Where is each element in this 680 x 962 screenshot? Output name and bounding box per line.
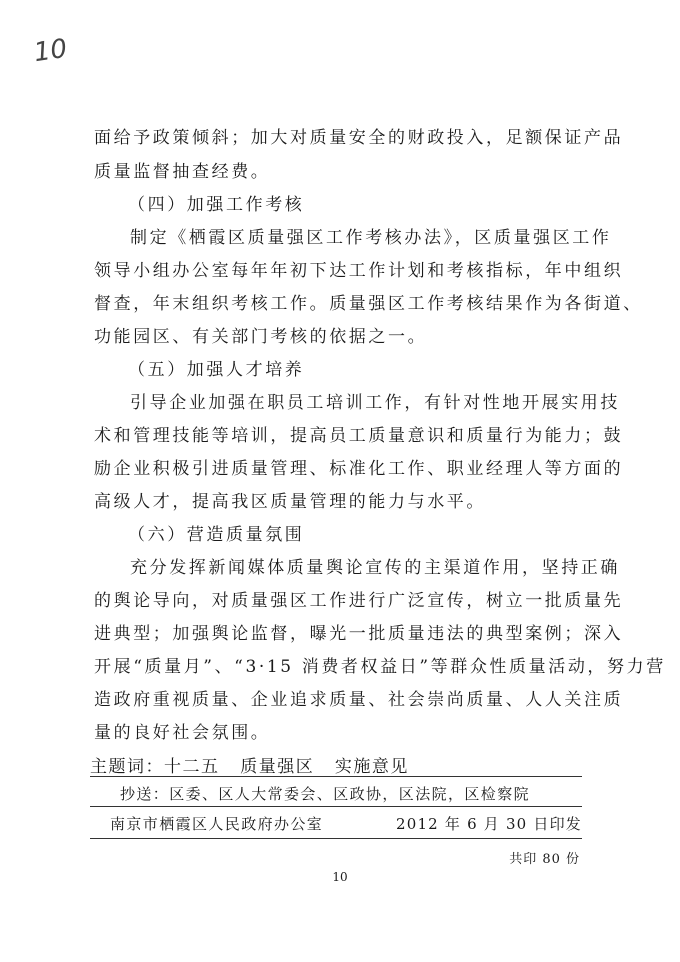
section-heading-5: （五）加强人才培养 — [128, 360, 305, 380]
body-line: 量的良好社会氛围。 — [94, 723, 271, 743]
issue-date: 2012 年 6 月 30 日印发 — [395, 815, 582, 833]
body-line: 领导小组办公室每年年初下达工作计划和考核指标，年中组织 — [94, 261, 624, 281]
section-heading-6: （六）营造质量氛围 — [128, 525, 305, 545]
body-line: 引导企业加强在职员工培训工作，有针对性地开展实用技 — [130, 393, 620, 413]
body-line: 术和管理技能等培训，提高员工质量意识和质量行为能力；鼓 — [94, 426, 624, 446]
body-line: 功能园区、有关部门考核的依据之一。 — [94, 327, 428, 347]
section-heading-4: （四）加强工作考核 — [128, 195, 305, 215]
cc-recipients: 抄送：区委、区人大常委会、区政协，区法院，区检察院 — [120, 785, 531, 803]
page-number: 10 — [332, 870, 348, 884]
body-line: 制定《栖霞区质量强区工作考核办法》，区质量强区工作 — [130, 228, 612, 248]
footer-rule-bottom — [90, 838, 582, 839]
body-line: 面给予政策倾斜；加大对质量安全的财政投入，足额保证产品 — [94, 128, 624, 148]
handwritten-page-mark: 10 — [32, 33, 70, 69]
body-line: 督查，年末组织考核工作。质量强区工作考核结果作为各街道、 — [94, 294, 643, 314]
topic-words: 主题词：十二五 质量强区 实施意见 — [90, 757, 409, 777]
footer-rule-middle — [90, 806, 582, 807]
print-count: 共印 80 份 — [509, 852, 580, 867]
body-line: 的舆论导向，对质量强区工作进行广泛宣传，树立一批质量先 — [94, 591, 624, 611]
body-line: 充分发挥新闻媒体质量舆论宣传的主渠道作用，坚持正确 — [130, 558, 620, 578]
body-line: 高级人才，提高我区质量管理的能力与水平。 — [94, 492, 486, 512]
footer-rule-top — [90, 776, 582, 777]
body-line: 造政府重视质量、企业追求质量、社会崇尚质量、人人关注质 — [94, 690, 624, 710]
issuing-office: 南京市栖霞区人民政府办公室 — [110, 815, 324, 833]
body-line: 励企业积极引进质量管理、标准化工作、职业经理人等方面的 — [94, 459, 624, 479]
body-line: 质量监督抽查经费。 — [94, 162, 271, 182]
body-line: 进典型；加强舆论监督，曝光一批质量违法的典型案例；深入 — [94, 624, 624, 644]
body-line: 开展“质量月”、“3·15 消费者权益日”等群众性质量活动，努力营 — [94, 657, 666, 677]
